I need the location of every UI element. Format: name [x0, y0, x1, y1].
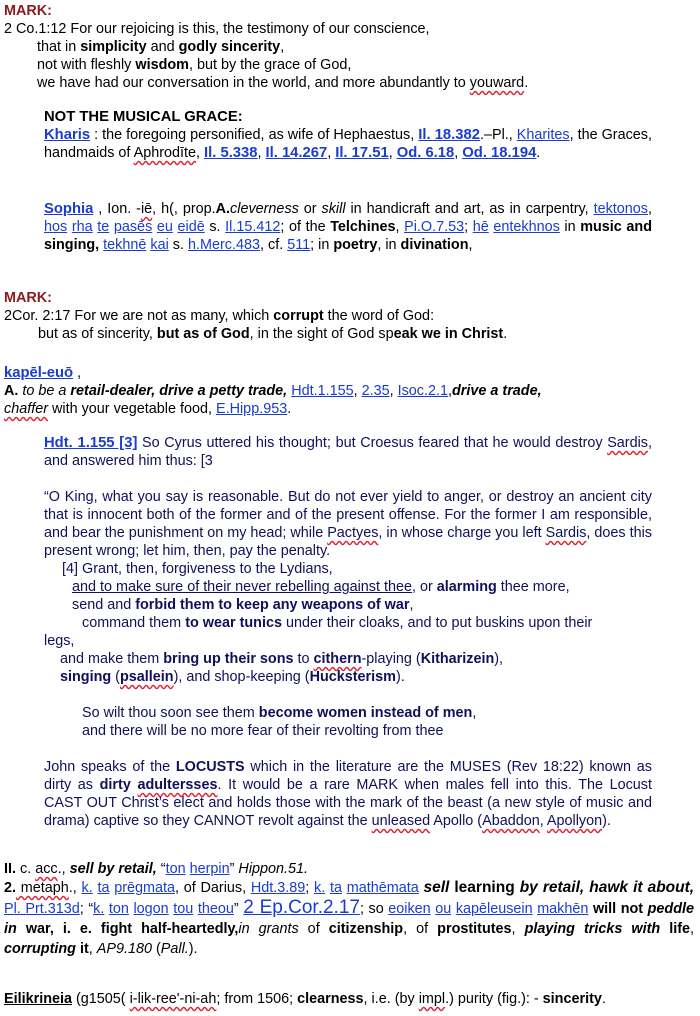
ref-link[interactable]: Od. 6.18 — [396, 145, 455, 161]
ref-link[interactable]: Pi.O.7.53 — [404, 219, 465, 235]
word-link[interactable]: theou — [197, 901, 234, 917]
ref-link[interactable]: Pl. Prt.313d — [4, 901, 80, 917]
ref-link[interactable]: Od. 18.194 — [462, 145, 537, 161]
headword-link[interactable]: kapēl-euō — [4, 365, 74, 381]
verse-line: and make them bring up their sons to cithern-playing (Kitharizein), — [60, 651, 504, 667]
word-link[interactable]: prēgmata — [114, 880, 176, 896]
verse-line: we have had our conversation in the world, and more abundantly to youward. — [37, 75, 529, 91]
verse-line: that in simplicity and godly sincerity, — [37, 39, 285, 55]
ref-link[interactable]: Il. 17.51 — [335, 145, 389, 161]
mark-heading: MARK: — [4, 290, 52, 306]
commentary: John speaks of the LOCUSTS which in the literature are the MUSES (Rev 18:22) known as dirty as dirty adultersses. It would be a rare MARK when males fell into this. The Locust CAST OUT Christ’s elect and holds those with the mark of the beast (a new style of music and drama) captive so they CANNOT revolt against the unleased Apollo (Abaddon, Apollyon). — [44, 759, 653, 829]
verse-line: 2Cor. 2:17 For we are not as many, which corrupt the word of God: — [4, 308, 435, 324]
word-link[interactable]: tekhnē — [103, 237, 147, 253]
verse-line — [4, 20, 694, 38]
definition-line: A. to be a retail-dealer, drive a petty trade, Hdt.1.155, 2.35, Isoc.2.1,drive a trade, — [4, 383, 542, 399]
word-link[interactable]: k. — [93, 901, 105, 917]
headword-line: kapēl-euō , — [4, 365, 82, 381]
verse-line: command them to wear tunics under their cloaks, and to put buskins upon their — [82, 615, 593, 631]
verse-line: and to make sure of their never rebelling against thee, or alarming thee more, — [72, 579, 570, 595]
word-link[interactable]: eu — [156, 219, 173, 235]
word-link[interactable]: kapēleusein — [455, 901, 533, 917]
ref-link[interactable]: 511 — [287, 237, 311, 253]
ref-link[interactable]: Il.15.412 — [225, 219, 281, 235]
charites-link[interactable]: Kharites — [516, 127, 570, 143]
word-link[interactable]: logon — [133, 901, 169, 917]
herodotus-block — [44, 434, 652, 830]
word-link[interactable]: eoiken — [388, 901, 431, 917]
sophia-section — [44, 200, 652, 254]
grace-section — [44, 108, 652, 162]
kharis-link[interactable]: Kharis — [44, 127, 91, 143]
eilikrineia-entry — [4, 990, 694, 1008]
verse-text: For our rejoicing is this, the testimony of our conscience, — [66, 21, 430, 37]
mark-section-2 — [4, 289, 694, 343]
verse-ref: 2 Co.1:12 — [4, 21, 67, 37]
sophia-entry: Sophia , Ion. -iē, h(, prop.A.cleverness or skill in handicraft and art, as in carpentry, tektonos, hos rha te pasēs eu eidē s. Il.15.412; of the Telchines, Pi.O.7.53; hē entekhnos in music and singing, tekhnē kai s. h.Merc.483, cf. 511; in poetry, in divination, — [44, 201, 652, 253]
word-link[interactable]: tou — [173, 901, 194, 917]
hdt-intro: Hdt. 1.155 [3] So Cyrus uttered his thought; but Croesus feared that he would destroy Sardis, and answered him thus: [3 — [44, 435, 652, 469]
definition-line: 2. metaph., k. ta prēgmata, of Darius, Hdt.3.89; k. ta mathēmata sell learning by retail, hawk it about, Pl. Prt.313d; “k. ton logon tou theou” 2 Ep.Cor.2.17; so eoiken ou kapēleusein makhēn will not peddle in war, i. e. fight half-heartedly,in grants of citizenship, of prostitutes, playing tricks with life, corrupting it, AP9.180 (Pall.). — [4, 879, 695, 957]
word-link[interactable]: mathēmata — [346, 880, 419, 896]
word-link[interactable]: hē — [472, 219, 489, 235]
definition-line: chaffer with your vegetable food, E.Hipp.953. — [4, 401, 292, 417]
verse-line: legs, — [44, 633, 75, 649]
ref-link[interactable]: 2.35 — [361, 383, 390, 399]
sophia-link[interactable]: Sophia — [44, 201, 94, 217]
ref-link[interactable]: Il. 5.338 — [204, 145, 258, 161]
word-link[interactable]: ta — [329, 880, 342, 896]
word-link[interactable]: rha — [71, 219, 93, 235]
verse-line: So wilt thou soon see them become women instead of men, — [82, 705, 477, 721]
ref-link[interactable]: h.Merc.483 — [188, 237, 260, 253]
word-link[interactable]: herpin — [189, 861, 230, 877]
definition-line: II. c. acc., sell by retail, “ton herpin” Hippon.51. — [4, 861, 309, 877]
word-link[interactable]: pasēs — [113, 219, 153, 235]
hdt-ref-link[interactable]: Hdt. 1.155 [3] — [44, 435, 138, 451]
verse-line: but as of sincerity, but as of God, in the sight of God speak we in Christ. — [38, 326, 508, 342]
hdt-quote: “O King, what you say is reasonable. But do not ever yield to anger, or destroy an ancient city that is innocent both of the former and of the present offense. For the former I am responsible, and bear the punishment on my head; while Pactyes, in whose charge you left Sardis, does this present wrong; let him, then, pay the penalty. — [44, 489, 652, 559]
word-link[interactable]: eidē — [177, 219, 205, 235]
word-link[interactable]: k. — [314, 880, 326, 896]
ref-link[interactable]: Il. 18.382 — [418, 127, 480, 143]
ref-link[interactable]: 2 Ep.Cor.2.17 — [243, 897, 360, 918]
verse-line: [4] Grant, then, forgiveness to the Lydians, — [62, 561, 333, 577]
verse-line: and there will be no more fear of their revolting from thee — [82, 723, 444, 739]
word-link[interactable]: ton — [165, 861, 186, 877]
section-heading: NOT THE MUSICAL GRACE: — [44, 109, 243, 125]
word-link[interactable]: k. — [81, 880, 93, 896]
definitions-block — [4, 860, 694, 959]
word-link[interactable]: ou — [435, 901, 452, 917]
word-link[interactable]: ta — [97, 880, 110, 896]
kapeleuo-entry — [4, 364, 694, 418]
word-link[interactable]: kai — [150, 237, 169, 253]
ref-link[interactable]: Il. 14.267 — [265, 145, 328, 161]
mark-section-1 — [4, 2, 694, 92]
word-link[interactable]: makhēn — [537, 901, 589, 917]
ref-link[interactable]: Isoc.2.1 — [397, 383, 449, 399]
ref-link[interactable]: Hdt.1.155 — [291, 383, 354, 399]
word-link[interactable]: tektonos — [593, 201, 648, 217]
mark-heading: MARK: — [4, 3, 52, 19]
word-link[interactable]: entekhnos — [493, 219, 560, 235]
ref-link[interactable]: Hdt.3.89 — [250, 880, 306, 896]
word-link[interactable]: te — [97, 219, 110, 235]
verse-line: not with fleshly wisdom, but by the grace of God, — [37, 57, 352, 73]
verse-line: singing (psallein), and shop-keeping (Hucksterism). — [60, 669, 405, 685]
kharis-entry: Kharis : the foregoing personified, as wife of Hephaestus, Il. 18.382.–Pl., Kharites, the Graces, handmaids of Aphrodīte, Il. 5.338, Il. 14.267, Il. 17.51, Od. 6.18, Od. 18.194. — [44, 127, 652, 161]
verse-line: send and forbid them to keep any weapons of war, — [72, 597, 414, 613]
ref-link[interactable]: E.Hipp.953 — [216, 401, 288, 417]
word-link[interactable]: hos — [44, 219, 68, 235]
strongs-line: Eilikrineia (g1505( i-lik-ree'-ni-ah; from 1506; clearness, i.e. (by impl.) purity (fig.): - sincerity. — [4, 991, 606, 1007]
word-link[interactable]: ton — [108, 901, 129, 917]
